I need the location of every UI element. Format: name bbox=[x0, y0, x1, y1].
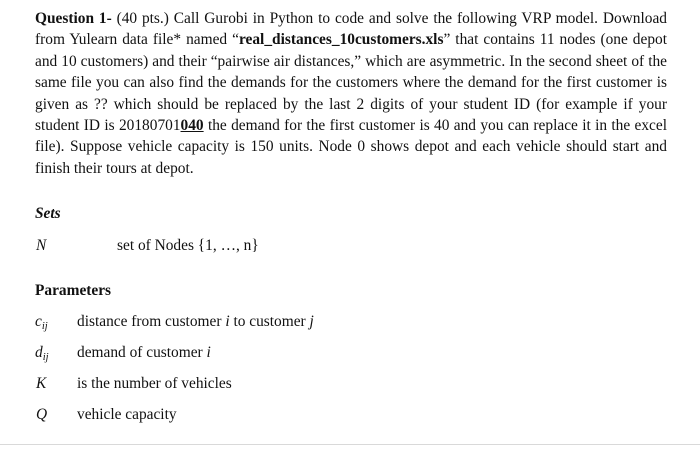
question-text-part-1: (40 pts.) Call Gurobi in Python to code and solve the following VRP model. Download from Yulearn data file* named “ bbox=[35, 10, 667, 49]
parameter-symbol-subscript: ij bbox=[42, 352, 49, 363]
question-text-part-2: ” that contains 11 nodes (one depot and 10 customers) and their “pairwise air distances,” which are asymmetric. In the second sheet of the same file you can also find the demands for the customers where the demand for the first customer is given as ?? which should be replaced by the last 2 digits of your student ID (for example if your student ID is 20180701 bbox=[35, 31, 667, 135]
parameter-symbol: K bbox=[36, 375, 47, 392]
parameter-description-text: demand of customer bbox=[77, 344, 207, 361]
parameter-description-var-j: j bbox=[309, 313, 314, 330]
parameter-description-text-mid: to customer bbox=[229, 313, 310, 330]
parameter-description-text: distance from customer bbox=[77, 313, 226, 330]
parameter-symbol bbox=[35, 313, 48, 332]
parameter-description: is the number of vehicles bbox=[77, 375, 232, 392]
student-id-digits: 040 bbox=[180, 117, 204, 135]
set-symbol: N bbox=[36, 237, 47, 254]
parameter-description-var-i: i bbox=[206, 344, 211, 361]
parameter-description: vehicle capacity bbox=[77, 406, 177, 423]
question-label: Question 1- bbox=[35, 10, 112, 27]
parameter-description-var-i: i bbox=[225, 313, 230, 330]
parameter-symbol: Q bbox=[36, 406, 48, 423]
parameter-description bbox=[77, 344, 211, 362]
parameter-symbol-base: d bbox=[35, 344, 43, 361]
question-paragraph bbox=[35, 8, 667, 179]
parameter-description bbox=[77, 313, 314, 331]
sets-heading: Sets bbox=[35, 205, 61, 222]
data-file-name: real_distances_10customers.xls bbox=[238, 31, 444, 49]
parameters-heading: Parameters bbox=[35, 282, 112, 299]
set-description: set of Nodes {1, …, n} bbox=[117, 237, 259, 254]
question-text-part-3: the demand for the first customer is 40 and you can replace it in the excel file). Suppose vehicle capacity is 150 units. Node 0 shows depot and each vehicle should start and finish their tours at depot. bbox=[35, 117, 667, 177]
parameter-symbol-base: c bbox=[35, 313, 42, 330]
bottom-divider bbox=[0, 444, 700, 445]
parameter-symbol-subscript: ij bbox=[41, 321, 48, 332]
parameter-symbol bbox=[35, 344, 49, 363]
